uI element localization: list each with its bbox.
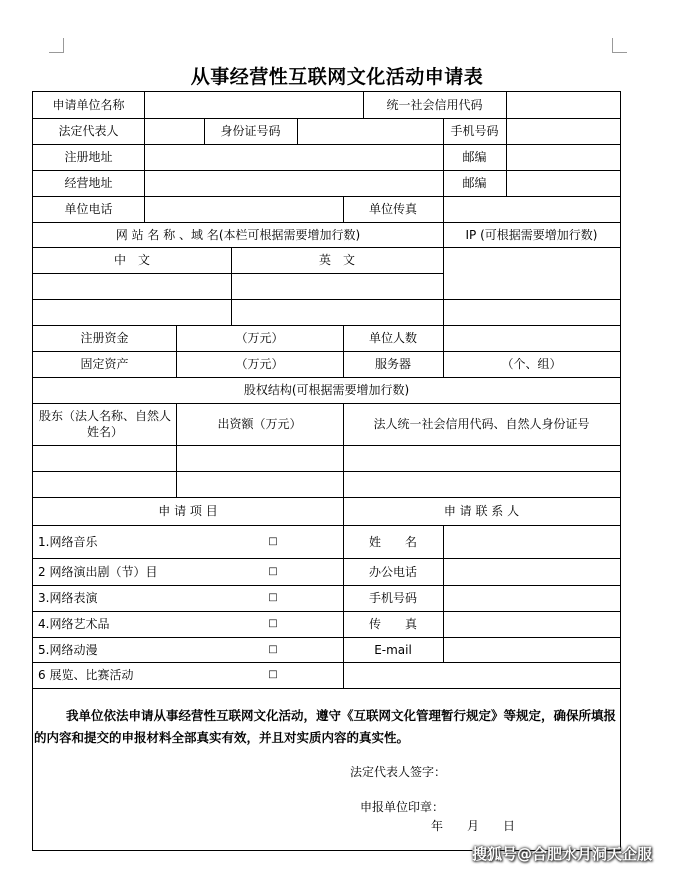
item-checkbox[interactable]: □	[268, 592, 278, 603]
label-staff-count: 单位人数	[368, 331, 417, 345]
label-fixed-assets: 固定资产	[80, 357, 129, 371]
label-credit-code: 统一社会信用代码	[386, 98, 483, 112]
item-checkbox[interactable]: □	[268, 643, 278, 655]
document-title: 从事经营性互联网文化活动申请表	[190, 66, 484, 88]
label-biz-address: 经营地址	[64, 176, 113, 190]
label-id-number: 身份证号码	[220, 124, 281, 138]
label-unit-fax: 单位传真	[368, 202, 417, 216]
col-line	[443, 525, 444, 662]
ip-header: IP (可根据需要增加行数)	[465, 227, 598, 242]
label-legal-rep: 法定代表人	[58, 124, 119, 138]
item-checkbox[interactable]: □	[268, 669, 278, 680]
label-chinese: 中 文	[113, 253, 150, 267]
item-label: 3.网络表演	[38, 591, 98, 605]
declaration-text: 我单位依法申请从事经营性互联网文化活动，遵守《互联网文化管理暂行规定》等规定，确保所填报的内容和提交的申报材料全部真实有效，并且对实质内容的真实性。	[34, 708, 617, 745]
item-checkbox[interactable]: □	[268, 618, 278, 629]
label-reg-capital: 注册资金	[80, 331, 129, 345]
unit-wan-yuan: （万元）	[235, 357, 284, 371]
col-line	[506, 118, 507, 144]
unit-sets: （个、组）	[501, 357, 562, 371]
col-line	[144, 92, 145, 222]
label-shareholder-id: 法人统一社会信用代码、自然人身份证号	[373, 417, 590, 431]
website-header: 网 站 名 称 、域 名(本栏可根据需要增加行数)	[115, 227, 361, 242]
items-header: 申 请 项 目	[158, 504, 218, 518]
item-checkbox[interactable]: □	[268, 535, 278, 547]
col-line	[506, 144, 507, 196]
col-line	[297, 118, 298, 144]
label-contact-name: 姓 名	[368, 534, 417, 549]
page-corner-mark-right	[612, 38, 627, 53]
label-office-phone: 办公电话	[368, 564, 417, 579]
label-english: 英 文	[318, 253, 355, 267]
unit-wan-yuan: （万元）	[235, 331, 284, 345]
label-servers: 服务器	[374, 357, 411, 371]
label-applicant-name: 申请单位名称	[52, 98, 125, 112]
item-label: 6 展览、比赛活动	[38, 668, 134, 682]
label-postcode: 邮编	[462, 176, 487, 190]
legal-rep-signature-label: 法定代表人签字：	[350, 765, 447, 779]
label-contribution: 出资额（万元）	[217, 417, 302, 431]
item-label: 2 网络演出剧（节）目	[38, 564, 158, 579]
col-line	[443, 196, 444, 222]
label-contact-fax: 传 真	[368, 617, 417, 631]
label-shareholder: 股东（法人名称、自然人姓名）	[38, 409, 171, 439]
label-contact-mobile: 手机号码	[368, 591, 417, 605]
contact-header: 申 请 联 系 人	[443, 504, 520, 518]
item-label: 4.网络艺术品	[38, 617, 110, 631]
item-label: 1.网络音乐	[38, 534, 98, 549]
equity-header: 股权结构(可根据需要增加行数)	[243, 383, 410, 397]
date-line: 年 月 日	[431, 819, 516, 833]
label-mobile: 手机号码	[450, 124, 499, 138]
col-line	[506, 92, 507, 118]
label-unit-phone: 单位电话	[64, 202, 113, 216]
item-label: 5.网络动漫	[38, 642, 98, 657]
page-corner-mark-left	[49, 38, 64, 53]
label-reg-address: 注册地址	[64, 150, 113, 164]
watermark: 搜狐号@合肥水月洞天企服	[472, 845, 653, 863]
label-postcode: 邮编	[462, 150, 487, 164]
row-line	[33, 471, 620, 472]
label-contact-email: E-mail	[374, 642, 412, 657]
row-line	[33, 273, 443, 274]
row-line	[33, 299, 620, 300]
item-checkbox[interactable]: □	[268, 565, 278, 577]
row-line	[33, 445, 620, 446]
unit-seal-label: 申报单位印章：	[360, 800, 445, 814]
row-line	[33, 688, 620, 689]
